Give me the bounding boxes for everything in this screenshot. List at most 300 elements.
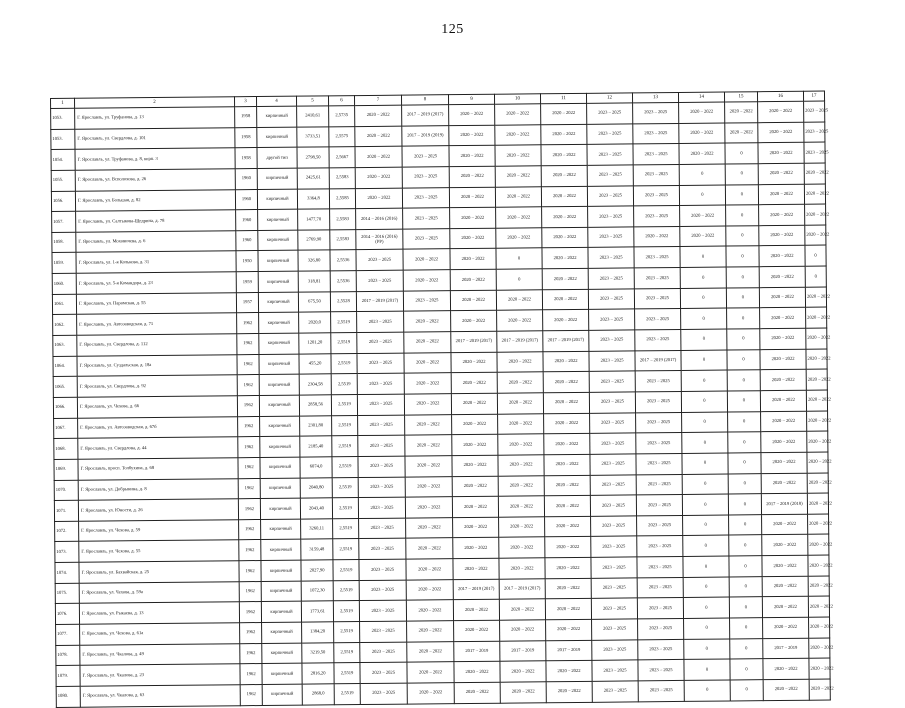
table-cell: 1957 <box>236 292 258 313</box>
table-cell: 0 <box>496 248 542 269</box>
table-cell: 1960 <box>236 230 258 251</box>
table-cell: 2020 – 2022 <box>404 332 451 353</box>
row-number-cell: 1053. <box>51 129 75 150</box>
table-cell: 2023 – 2025 <box>588 227 634 248</box>
table-cell: 2020 – 2022 <box>497 393 543 414</box>
table-cell: 2,5735 <box>329 106 355 127</box>
table-cell: 0 <box>682 474 728 495</box>
table-cell: 2023 – 2025 <box>357 373 404 394</box>
address-cell: Г. Ярославль, ул. Автозаводская, д. 71 <box>77 313 237 335</box>
table-cell: кирпичный <box>259 333 299 354</box>
table-cell: 0 <box>730 638 763 659</box>
row-number-cell: 1077. <box>56 624 80 645</box>
table-cell: 2020 – 2022 <box>761 452 807 473</box>
table-cell: 2023 – 2025 <box>358 497 405 518</box>
table-cell: 2020 – 2022 <box>406 517 453 538</box>
table-cell: 2023 – 2025 <box>635 330 681 351</box>
table-cell: 0 <box>682 494 728 515</box>
table-cell: 2023 – 2025 <box>403 229 450 250</box>
table-cell: 2023 – 2025 <box>402 167 449 188</box>
table-cell: 2410,61 <box>297 106 329 127</box>
table-cell: 2017 – 2019 (2017) <box>402 105 449 126</box>
table-cell: 2020 – 2022 <box>355 126 402 147</box>
table-cell: 2020 – 2022 <box>450 207 496 228</box>
address-cell: Г. Ярославль, ул. Добрынина, д. 8 <box>78 478 238 500</box>
row-number-cell: 1061. <box>52 294 76 315</box>
table-cell: 2020 – 2022 <box>498 434 544 455</box>
table-cell: 2020 – 2022 <box>545 557 591 578</box>
column-header: 11 <box>540 93 586 103</box>
table-cell: 1960 <box>235 189 257 210</box>
table-cell: 2020 – 2022 <box>500 620 546 641</box>
table-cell: 2023 – 2025 <box>637 515 683 536</box>
table-cell: 2023 – 2025 <box>804 142 825 163</box>
table-cell: 2023 – 2025 <box>636 453 682 474</box>
table-cell: 2020 – 2022 <box>808 514 829 535</box>
table-cell: 2023 – 2025 <box>591 516 637 537</box>
address-cell: Г. Ярославль, ул. Чкалова, д. 23 <box>80 664 240 686</box>
row-number-cell: 1060. <box>52 273 76 294</box>
address-cell: Г. Ярославль, просп. Толбухина, д. 68 <box>78 458 238 480</box>
column-header: 8 <box>401 95 448 105</box>
table-cell: 2020 – 2022 <box>806 328 827 349</box>
table-cell: 2020 – 2022 <box>762 576 808 597</box>
table-cell: 2017 – 2019 <box>546 640 592 661</box>
table-cell: кирпичный <box>260 416 300 437</box>
table-cell: кирпичный <box>258 251 298 272</box>
address-cell: Г. Ярославль, ул. Рыкаева, д. 13 <box>79 602 239 624</box>
table-cell: 2,5519 <box>331 333 357 354</box>
table-cell: 1960 <box>236 210 258 231</box>
table-cell: 0 <box>729 515 762 536</box>
housing-repair-table-sheet <box>50 91 834 699</box>
table-cell: 2020 – 2022 <box>449 104 495 125</box>
table-cell: 0 <box>683 597 729 618</box>
table-cell: 2,5519 <box>334 622 360 643</box>
table-cell: 2017 – 2019 (2017) <box>543 330 589 351</box>
table-cell: 2023 – 2025 <box>402 146 449 167</box>
row-number-cell: 1065. <box>53 377 77 398</box>
table-cell: 2020 – 2022 <box>545 578 591 599</box>
table-cell: 1962 <box>237 334 259 355</box>
table-cell: кирпичный <box>257 106 297 127</box>
table-cell: 2020 – 2022 <box>406 538 453 559</box>
table-cell: 2020 – 2022 <box>454 682 500 703</box>
table-cell: 2020 – 2022 <box>809 617 830 638</box>
table-cell: 2023 – 2025 <box>636 412 682 433</box>
table-cell: 2023 – 2025 <box>637 557 683 578</box>
table-cell: 2023 – 2025 <box>636 474 682 495</box>
table-cell: 2020 – 2022 <box>453 600 499 621</box>
table-cell: 2020 – 2022 <box>405 456 452 477</box>
table-cell: 2020 – 2022 <box>760 308 806 329</box>
table-cell: кирпичный <box>260 457 300 478</box>
table-cell: кирпичный <box>260 478 300 499</box>
table-cell: 2023 – 2025 <box>588 247 634 268</box>
table-cell: 2020 – 2022 <box>404 373 451 394</box>
table-cell: 2020 – 2022 <box>498 413 544 434</box>
table-cell: 2020 – 2022 <box>450 269 496 290</box>
table-cell: 1477,70 <box>298 209 330 230</box>
address-cell: Г. Ярославль, ул. Моховичева, д. 6 <box>76 231 236 253</box>
table-cell: 2020 – 2022 <box>355 188 402 209</box>
table-cell: 2020 – 2022 <box>543 392 589 413</box>
table-cell: 2020 – 2022 <box>495 166 541 187</box>
table-cell: 2020 – 2022 <box>725 102 758 123</box>
address-cell: Г. Ярославль, ул. 1-я Колькова, д. 31 <box>76 251 236 273</box>
table-cell: 2023 – 2025 <box>591 598 637 619</box>
column-header: 13 <box>632 92 678 102</box>
table-cell: 2,5667 <box>329 147 355 168</box>
table-cell: 2023 – 2025 <box>633 164 679 185</box>
column-header: 9 <box>448 94 494 104</box>
table-cell: 0 <box>496 269 542 290</box>
table-cell: 1962 <box>238 457 260 478</box>
table-cell: 2023 – 2025 <box>359 580 406 601</box>
table-cell: 2020 – 2022 <box>762 597 808 618</box>
row-number-cell: 1074. <box>55 562 79 583</box>
table-cell: 2020 – 2022 <box>499 517 545 538</box>
table-cell: 2020 – 2022 <box>497 351 543 372</box>
address-cell: Г. Ярославль, ул. Чехова, д. 55 <box>79 540 239 562</box>
table-cell: 2023 – 2025 <box>587 124 633 145</box>
table-cell: 0 <box>683 535 729 556</box>
table-cell: 0 <box>684 618 730 639</box>
table-cell: 0 <box>680 267 726 288</box>
table-cell: 2023 – 2025 <box>633 123 679 144</box>
table-cell: 0 <box>681 350 727 371</box>
table-cell: 2020 – 2022 <box>498 496 544 517</box>
column-header: 6 <box>328 96 354 106</box>
table-cell: 0 <box>726 287 759 308</box>
table-cell: кирпичный <box>261 581 301 602</box>
table-cell: 3219,50 <box>302 642 334 663</box>
table-cell: 2,5528 <box>330 291 356 312</box>
table-cell: 1962 <box>237 354 259 375</box>
address-cell: Г. Ярославль, ул. Бахвайская, д. 25 <box>79 561 239 583</box>
table-cell: 2023 – 2025 <box>403 208 450 229</box>
table-cell: 2020 – 2022 <box>805 287 826 308</box>
table-cell: 2020 – 2022 <box>805 204 826 225</box>
table-cell: 2020 – 2022 <box>404 394 451 415</box>
table-cell: 2023 – 2025 <box>592 640 638 661</box>
table-cell: 2023 – 2025 <box>591 536 637 557</box>
table-cell: 2,5536 <box>330 271 356 292</box>
table-cell: 2020 – 2022 <box>759 246 805 267</box>
table-cell: 2020 – 2022 <box>806 390 827 411</box>
table-cell: кирпичный <box>262 663 302 684</box>
table-cell: 2023 – 2025 <box>590 433 636 454</box>
table-cell: 2020 – 2022 <box>806 307 827 328</box>
table-cell: 0 <box>726 267 759 288</box>
table-cell: 2020 – 2022 <box>495 104 541 125</box>
table-cell: 2023 – 2025 <box>804 122 825 143</box>
table-cell: кирпичный <box>258 292 298 313</box>
row-number-cell: 1055. <box>51 170 75 191</box>
table-cell: 2020 – 2022 <box>542 268 588 289</box>
table-cell: 2020 – 2022 <box>498 455 544 476</box>
table-cell: 2020 – 2022 <box>500 661 546 682</box>
address-cell: Г. Ярославль, ул. Паромская, д. 55 <box>76 292 236 314</box>
table-cell: 2868,0 <box>302 684 334 705</box>
table-cell: 2,5519 <box>333 518 359 539</box>
table-cell: 0 <box>805 246 826 267</box>
table-cell: 0 <box>730 680 763 701</box>
table-cell: 0 <box>682 412 728 433</box>
table-cell: 2020 – 2022 <box>541 145 587 166</box>
address-cell: Г. Ярославль, ул. Большая, д. 82 <box>75 189 235 211</box>
table-cell: 2020 – 2022 <box>496 290 542 311</box>
table-cell: 0 <box>683 577 729 598</box>
table-cell: 2020 – 2022 <box>761 473 807 494</box>
table-cell: 2020 – 2022 <box>449 187 495 208</box>
table-cell: 2020 – 2022 <box>544 475 590 496</box>
table-cell: 1962 <box>237 313 259 334</box>
table-cell: 2020 – 2022 <box>761 411 807 432</box>
column-header: 17 <box>803 91 824 101</box>
table-cell: 2020 – 2022 <box>544 496 590 517</box>
table-cell: 2020 – 2022 <box>758 143 804 164</box>
table-cell: 2023 – 2025 <box>359 600 406 621</box>
table-cell: 0 <box>684 659 730 680</box>
table-cell: 2,5583 <box>330 209 356 230</box>
address-cell: Г. Ярославль, ул. Юности, д. 26 <box>78 499 238 521</box>
table-cell: 2014 – 2016 (2016) <box>356 208 403 229</box>
row-number-cell: 1069. <box>54 459 78 480</box>
table-cell: 2020 – 2022 <box>449 166 495 187</box>
column-header: 16 <box>757 91 803 101</box>
table-cell: 0 <box>728 494 761 515</box>
row-number-cell: 1056. <box>51 191 75 212</box>
table-cell: 2043,40 <box>300 498 332 519</box>
table-cell: 2017 – 2019 (2018) <box>761 493 807 514</box>
address-cell: Г. Ярославль, ул. Свердлова, д. 92 <box>77 375 237 397</box>
table-cell: 0 <box>681 308 727 329</box>
table-cell: 2023 – 2025 <box>359 559 406 580</box>
table-cell: 1950 <box>236 251 258 272</box>
table-cell: 2023 – 2025 <box>587 165 633 186</box>
table-cell: 2023 – 2025 <box>358 435 405 456</box>
table-cell: кирпичный <box>257 189 297 210</box>
table-cell: 2020 – 2022 <box>760 370 806 391</box>
table-cell: 2020 – 2022 <box>405 476 452 497</box>
table-cell: 2020 – 2022 <box>450 249 496 270</box>
column-header: 10 <box>494 94 540 104</box>
table-cell: 1958 <box>235 148 257 169</box>
table-cell: 1962 <box>237 395 259 416</box>
table-cell: 2020 – 2022 <box>405 435 452 456</box>
table-cell: 2020 – 2022 <box>544 434 590 455</box>
table-cell: кирпичный <box>261 601 301 622</box>
table-cell: 2020 – 2022 <box>451 352 497 373</box>
table-cell: 2023 – 2025 <box>590 413 636 434</box>
table-cell: 2023 – 2025 <box>633 185 679 206</box>
table-cell: 2020 – 2022 <box>404 352 451 373</box>
table-cell: 2023 – 2025 <box>804 101 825 122</box>
table-cell: 0 <box>730 618 763 639</box>
table-cell: 2020 – 2022 <box>807 493 828 514</box>
table-cell: 0 <box>729 597 762 618</box>
table-cell: 2020 – 2022 <box>453 538 499 559</box>
table-cell: 1962 <box>239 602 261 623</box>
table-cell: 0 <box>680 247 726 268</box>
table-cell: 2023 – 2025 <box>589 392 635 413</box>
table-cell: 2023 – 2025 <box>360 642 407 663</box>
address-cell: Г. Ярославль, ул. Чехова, д. 61а <box>80 623 240 645</box>
column-header: 12 <box>586 93 632 103</box>
address-cell: Г. Ярославль, ул. Автозаводская, д. 67б <box>78 416 238 438</box>
table-cell: 675,50 <box>298 292 330 313</box>
table-cell: 2020 – 2022 <box>805 225 826 246</box>
table-cell: 2020 – 2022 <box>806 369 827 390</box>
table-cell: 2,5519 <box>334 663 360 684</box>
table-cell: 0 <box>726 226 759 247</box>
table-cell: 2020 – 2022 <box>808 555 829 576</box>
table-cell: 2020 – 2022 <box>406 579 453 600</box>
table-cell: 2020 – 2022 <box>406 600 453 621</box>
table-cell: 2020 – 2022 <box>541 165 587 186</box>
table-cell: 0 <box>729 576 762 597</box>
table-cell: 2023 – 2025 <box>592 660 638 681</box>
table-cell: 2023 – 2025 <box>635 371 681 392</box>
table-cell: 2020 – 2022 <box>499 537 545 558</box>
table-cell: 6074,0 <box>300 457 332 478</box>
table-cell: 2023 – 2025 <box>634 206 680 227</box>
table-cell: 1959 <box>236 272 258 293</box>
table-cell: 1962 <box>238 499 260 520</box>
table-cell: 2020 – 2022 <box>406 559 453 580</box>
row-number-cell: 1071. <box>54 500 78 521</box>
table-cell: 1072,30 <box>301 581 333 602</box>
table-cell: 2023 – 2025 <box>591 578 637 599</box>
table-cell: 1384,20 <box>302 622 334 643</box>
table-cell: 2020,0 <box>299 312 331 333</box>
table-cell: кирпичный <box>262 684 302 705</box>
table-cell: 2020 – 2022 <box>495 145 541 166</box>
table-cell: 2020 – 2022 <box>679 143 725 164</box>
address-cell: Г. Ярославль, ул. Чехова, д. 66 <box>77 396 237 418</box>
address-cell: Г. Ярославль, ул. Свердлова, д. 44 <box>78 437 238 459</box>
table-cell: 2020 – 2022 <box>495 124 541 145</box>
table-cell: 2023 – 2025 <box>588 289 634 310</box>
table-cell: 2023 – 2025 <box>359 539 406 560</box>
table-cell: кирпичный <box>260 498 300 519</box>
table-cell: 2020 – 2022 <box>763 617 809 638</box>
column-header: 1 <box>51 98 75 108</box>
table-cell: 0 <box>728 411 761 432</box>
row-number-cell: 1059. <box>52 253 76 274</box>
table-cell: 1962 <box>240 664 262 685</box>
table-cell: 2020 – 2022 <box>807 452 828 473</box>
table-cell: 2023 – 2025 <box>638 660 684 681</box>
address-cell: Г. Ярославль, ул. Чехова, д. 59а <box>79 581 239 603</box>
table-cell: 1962 <box>239 540 261 561</box>
table-cell: 2020 – 2022 <box>453 558 499 579</box>
table-cell: кирпичный <box>258 230 298 251</box>
table-cell: 0 <box>730 659 763 680</box>
table-cell: 1201,20 <box>299 333 331 354</box>
address-cell: Г. Ярославль, ул. Салтыкова-Щедрина, д. 78 <box>76 210 236 232</box>
table-cell: 2020 – 2022 <box>759 225 805 246</box>
table-cell: 0 <box>680 288 726 309</box>
table-cell: 2020 – 2022 <box>543 351 589 372</box>
table-cell: 2,5519 <box>331 374 357 395</box>
table-cell: 2020 – 2022 <box>759 287 805 308</box>
table-cell: 2020 – 2022 <box>495 186 541 207</box>
table-cell: 2020 – 2022 <box>451 393 497 414</box>
table-cell: 0 <box>727 391 760 412</box>
table-cell: 2020 – 2022 <box>355 105 402 126</box>
table-cell: 2020 – 2022 <box>763 679 809 700</box>
table-cell: 2020 – 2022 <box>760 390 806 411</box>
table-cell: 2020 – 2022 <box>450 290 496 311</box>
table-cell: 2020 – 2022 <box>759 204 805 225</box>
table-cell: 2023 – 2025 <box>591 557 637 578</box>
table-cell: 2020 – 2022 <box>407 621 454 642</box>
table-cell: 2020 – 2022 <box>496 207 542 228</box>
table-cell: 2020 – 2022 <box>452 414 498 435</box>
table-cell: 2023 – 2025 <box>592 681 638 702</box>
table-cell: 2020 – 2022 <box>355 167 402 188</box>
table-cell: 2020 – 2022 <box>758 163 804 184</box>
table-cell: кирпичный <box>262 643 302 664</box>
table-cell: 2017 – 2019 <box>454 641 500 662</box>
table-cell: 2020 – 2022 <box>454 662 500 683</box>
table-cell: 2769,90 <box>298 230 330 251</box>
table-cell: 2017 – 2019 (2017) <box>453 579 499 600</box>
table-cell: 2023 – 2025 <box>356 270 403 291</box>
table-cell: 0 <box>725 143 758 164</box>
row-number-cell: 1064. <box>53 356 77 377</box>
column-header: 4 <box>256 96 296 106</box>
table-cell: 2020 – 2022 <box>680 226 726 247</box>
table-cell: 2023 – 2025 <box>633 102 679 123</box>
table-cell: 2023 – 2025 <box>360 683 407 704</box>
table-cell: 2023 – 2025 <box>633 144 679 165</box>
table-cell: 2020 – 2022 <box>449 125 495 146</box>
table-cell: 2023 – 2025 <box>634 247 680 268</box>
table-cell: 2020 – 2022 <box>807 431 828 452</box>
table-cell: 2,5519 <box>334 642 360 663</box>
table-cell: 2020 – 2022 <box>542 289 588 310</box>
row-number-cell: 1067. <box>54 418 78 439</box>
table-cell: 2017 – 2019 (2017) <box>499 579 545 600</box>
table-cell: 0 <box>729 535 762 556</box>
address-cell: Г. Ярославль, ул. Труфанова, д. 8, корп. 3 <box>75 148 235 170</box>
table-cell: 2017 – 2019 (2017) <box>497 331 543 352</box>
table-cell: 326,80 <box>298 250 330 271</box>
table-cell: 3733,51 <box>297 126 329 147</box>
table-cell: 2020 – 2022 <box>679 102 725 123</box>
table-cell: 1962 <box>238 437 260 458</box>
table-cell: 2020 – 2022 <box>760 349 806 370</box>
table-cell: 0 <box>679 164 725 185</box>
table-cell: 2020 – 2022 <box>541 103 587 124</box>
table-cell: кирпичный <box>261 519 301 540</box>
table-cell: 2,5575 <box>329 126 355 147</box>
table-cell: 0 <box>681 370 727 391</box>
table-cell: кирпичный <box>260 436 300 457</box>
table-cell: 1962 <box>239 519 261 540</box>
table-cell: 3260,11 <box>301 519 333 540</box>
table-cell: 3364,8 <box>297 188 329 209</box>
table-cell: 0 <box>728 453 761 474</box>
table-cell: 455,20 <box>299 354 331 375</box>
table-cell: 2020 – 2022 <box>806 349 827 370</box>
table-cell: 0 <box>725 184 758 205</box>
table-cell: 2020 – 2022 <box>405 414 452 435</box>
table-cell: 2020 – 2022 <box>498 475 544 496</box>
